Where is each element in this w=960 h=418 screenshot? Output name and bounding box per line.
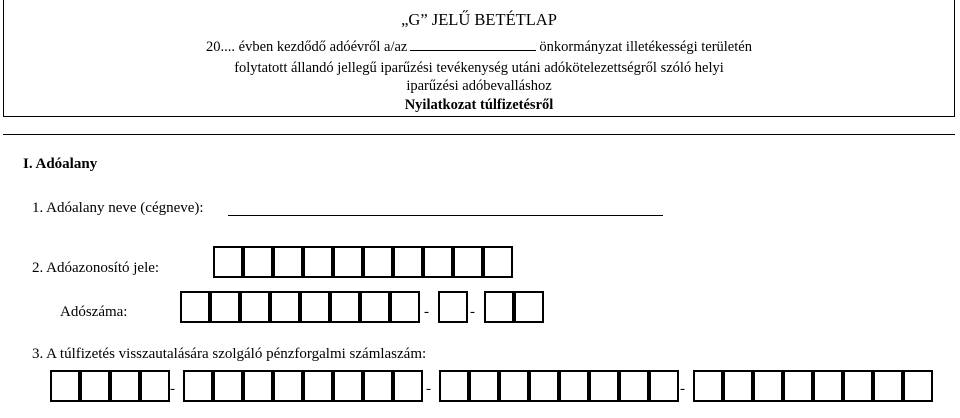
tax-id-cell-5[interactable] (363, 246, 393, 278)
municipality-blank[interactable] (410, 49, 536, 51)
header-box (3, 0, 955, 117)
bank-account-cell-11[interactable] (393, 370, 423, 402)
tax-number-cell-5[interactable] (330, 291, 360, 323)
taxpayer-name-field[interactable] (228, 215, 663, 216)
bank-account-cell-20[interactable] (693, 370, 723, 402)
tax-number-cell-8[interactable] (438, 291, 468, 323)
bank-account-cell-26[interactable] (873, 370, 903, 402)
header-line-1 (4, 39, 954, 56)
tax-number-dash-2: - (470, 304, 475, 320)
bank-account-cell-19[interactable] (649, 370, 679, 402)
bank-account-cell-10[interactable] (363, 370, 393, 402)
header-line-2: folytatott állandó jellegű iparűzési tevékenység utáni adókötelezettségről szóló helyi (234, 60, 724, 76)
form-title: „G” JELŰ BETÉTLAP (401, 10, 557, 29)
tax-number-cell-4[interactable] (300, 291, 330, 323)
bank-account-cell-18[interactable] (619, 370, 649, 402)
bank-account-cell-5[interactable] (213, 370, 243, 402)
tax-id-cell-2[interactable] (273, 246, 303, 278)
tax-number-cell-9[interactable] (484, 291, 514, 323)
tax-number-cell-1[interactable] (210, 291, 240, 323)
tax-id-cell-9[interactable] (483, 246, 513, 278)
tax-number-cell-10[interactable] (514, 291, 544, 323)
bank-account-cell-22[interactable] (753, 370, 783, 402)
tax-number-cell-0[interactable] (180, 291, 210, 323)
bank-account-cell-15[interactable] (529, 370, 559, 402)
bank-account-cell-23[interactable] (783, 370, 813, 402)
bank-account-cell-6[interactable] (243, 370, 273, 402)
header-line-3: iparűzési adóbevalláshoz (406, 78, 552, 94)
bank-account-cell-2[interactable] (110, 370, 140, 402)
tax-id-cell-3[interactable] (303, 246, 333, 278)
taxpayer-name-label: 1. Adóalany neve (cégneve): (32, 200, 204, 216)
bank-account-cell-4[interactable] (183, 370, 213, 402)
tax-number-label: Adószáma: (60, 304, 128, 320)
tax-id-cell-1[interactable] (243, 246, 273, 278)
bank-account-cell-21[interactable] (723, 370, 753, 402)
bank-account-cell-17[interactable] (589, 370, 619, 402)
header-line-1-end: önkormányzat illetékességi területén (539, 39, 752, 55)
bank-account-cell-16[interactable] (559, 370, 589, 402)
tax-id-label: 2. Adóazonosító jele: (32, 260, 160, 276)
section-divider (3, 134, 955, 135)
bank-account-label: 3. A túlfizetés visszautalására szolgáló pénzforgalmi számlaszám: (32, 346, 427, 362)
tax-number-cell-3[interactable] (270, 291, 300, 323)
header-line-1-start: 20.... évben kezdődő adóévről a/az (206, 39, 408, 55)
tax-number-cell-2[interactable] (240, 291, 270, 323)
tax-id-cell-7[interactable] (423, 246, 453, 278)
tax-number-cell-6[interactable] (360, 291, 390, 323)
bank-account-cell-13[interactable] (469, 370, 499, 402)
tax-number-dash-1: - (424, 304, 429, 320)
bank-account-cell-9[interactable] (333, 370, 363, 402)
tax-id-cell-4[interactable] (333, 246, 363, 278)
tax-id-cell-8[interactable] (453, 246, 483, 278)
bank-account-dash-1: - (170, 381, 175, 397)
bank-account-cell-14[interactable] (499, 370, 529, 402)
bank-account-cell-25[interactable] (843, 370, 873, 402)
bank-account-cell-3[interactable] (140, 370, 170, 402)
tax-id-cell-0[interactable] (213, 246, 243, 278)
bank-account-cell-24[interactable] (813, 370, 843, 402)
section-heading: I. Adóalany (23, 156, 98, 172)
tax-id-cell-6[interactable] (393, 246, 423, 278)
tax-number-cell-7[interactable] (390, 291, 420, 323)
bank-account-cell-12[interactable] (439, 370, 469, 402)
bank-account-dash-2: - (426, 381, 431, 397)
form-subtitle: Nyilatkozat túlfizetésről (404, 97, 554, 113)
bank-account-dash-3: - (680, 381, 685, 397)
bank-account-cell-0[interactable] (50, 370, 80, 402)
bank-account-cell-27[interactable] (903, 370, 933, 402)
bank-account-cell-1[interactable] (80, 370, 110, 402)
bank-account-cell-7[interactable] (273, 370, 303, 402)
bank-account-cell-8[interactable] (303, 370, 333, 402)
